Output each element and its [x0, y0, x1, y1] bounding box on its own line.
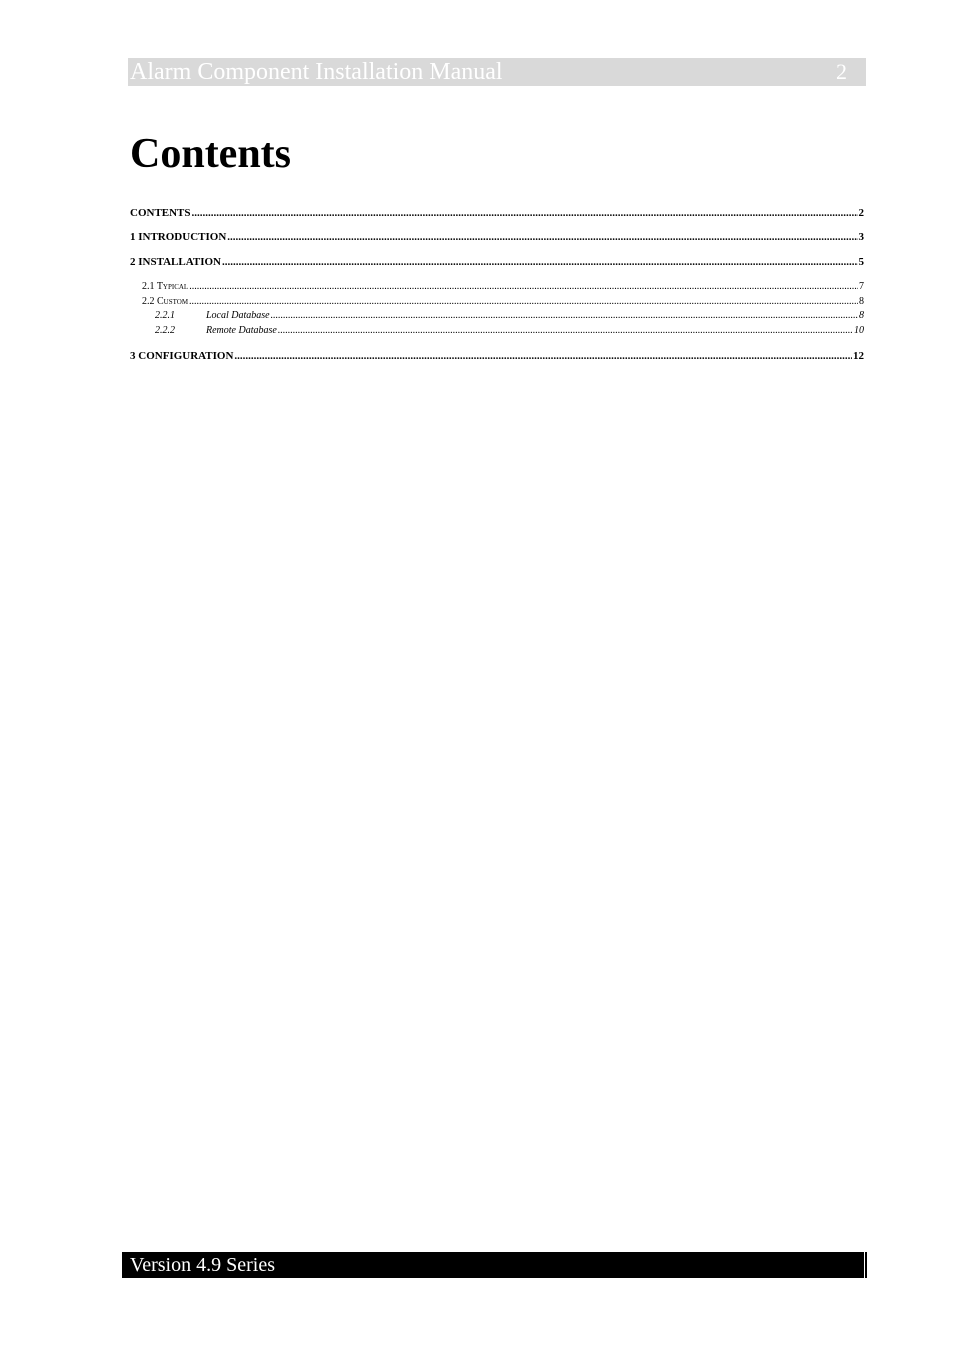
toc-entry-title: Remote Database	[206, 325, 277, 336]
footer-edge-divider	[865, 1252, 867, 1278]
toc-entry-typical[interactable]	[142, 280, 864, 294]
toc-leader-dots	[271, 309, 858, 323]
page-header	[128, 58, 866, 86]
toc-entry-custom[interactable]	[142, 295, 864, 309]
toc-entry-label: 3 CONFIGURATION	[130, 350, 234, 362]
toc-entry-label: 2.1 Typical	[142, 281, 189, 292]
toc-entry-number: 2.2.1	[155, 310, 175, 321]
toc-entry-page: 8	[859, 310, 864, 321]
toc-leader-dots	[227, 230, 857, 244]
toc-leader-dots	[234, 349, 852, 363]
toc-leader-dots	[192, 206, 858, 220]
page-footer	[122, 1252, 866, 1278]
toc-entry-page: 10	[854, 325, 864, 336]
toc-leader-dots	[278, 324, 853, 338]
toc-entry-contents[interactable]	[130, 206, 864, 220]
toc-leader-dots	[189, 295, 858, 309]
toc-entry-title: Local Database	[206, 310, 270, 321]
page-number: 2	[836, 59, 847, 84]
toc-entry-label: 1 INTRODUCTION	[130, 231, 227, 243]
toc-entry-introduction[interactable]	[130, 230, 864, 244]
toc-entry-page: 5	[858, 256, 864, 268]
toc-entry-remote-database[interactable]	[155, 324, 864, 338]
toc-entry-page: 2	[858, 207, 864, 219]
version-label: Version 4.9 Series	[130, 1254, 275, 1276]
toc-entry-installation[interactable]	[130, 255, 864, 269]
toc-entry-number: 2.2.2	[155, 325, 175, 336]
toc-entry-label: CONTENTS	[130, 207, 191, 219]
toc-entry-local-database[interactable]	[155, 309, 864, 323]
toc-entry-label: 2.2 Custom	[142, 296, 189, 307]
toc-leader-dots	[189, 280, 858, 294]
toc-entry-page: 8	[859, 296, 864, 307]
toc-entry-page: 12	[853, 350, 864, 362]
page-title: Contents	[130, 131, 292, 177]
toc-entry-label: 2 INSTALLATION	[130, 256, 221, 268]
document-title: Alarm Component Installation Manual	[130, 59, 503, 85]
toc-entry-label	[155, 324, 277, 338]
toc-entry-page: 7	[859, 281, 864, 292]
toc-leader-dots	[222, 255, 858, 269]
toc-entry-configuration[interactable]	[130, 349, 864, 363]
toc-entry-page: 3	[858, 231, 864, 243]
toc-entry-label	[155, 309, 270, 323]
